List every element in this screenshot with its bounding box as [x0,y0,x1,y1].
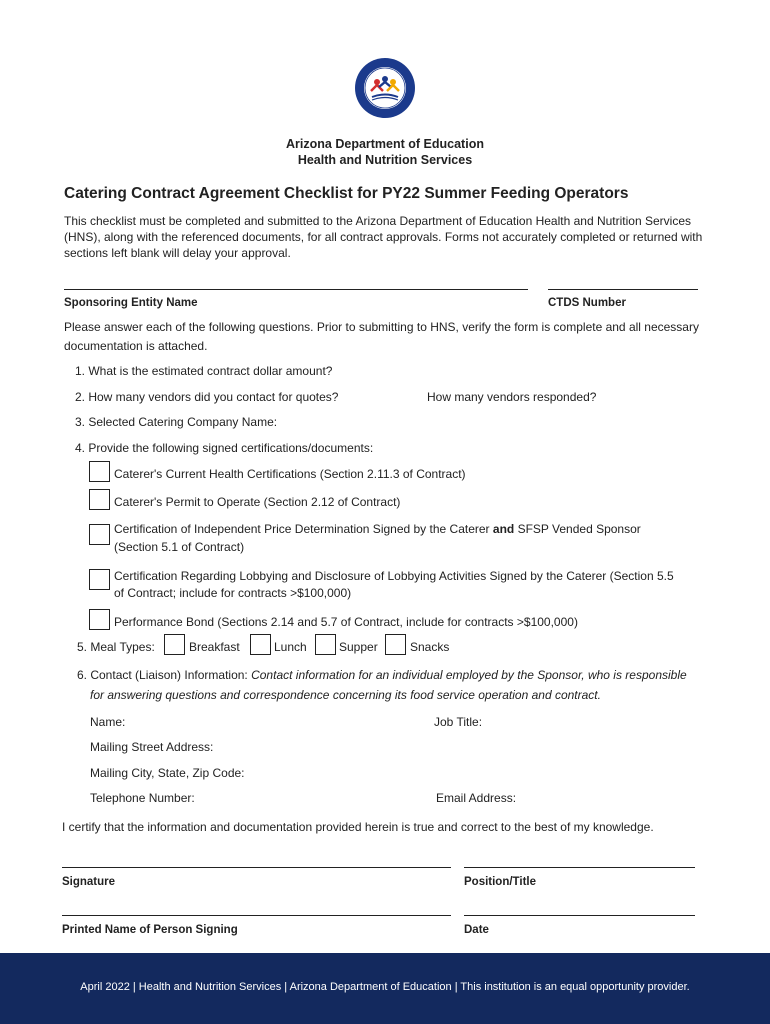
lobbying-cert-label: Certification Regarding Lobbying and Disclosure of Lobbying Activities Signed by the Caterer (Section 5.5 [114,569,674,583]
position-title-field[interactable] [464,867,695,868]
form-title: Catering Contract Agreement Checklist for PY22 Summer Feeding Operators [64,185,629,202]
agency-name: Arizona Department of Education [286,137,484,151]
performance-bond-label: Performance Bond (Sections 2.14 and 5.7 of Contract, include for contracts >$100,000) [114,615,578,629]
lobbying-cert-checkbox[interactable] [89,569,110,590]
email-label: Email Address: [436,791,517,805]
position-title-label: Position/Title [464,876,536,888]
instructions-paragraph: Please answer each of the following questions. Prior to submitting to HNS, verify the form is complete and all necessary documentation is attached. [64,320,699,353]
telephone-label: Telephone Number: [90,791,195,805]
ctds-number-field[interactable] [548,289,698,290]
snacks-label: Snacks [410,640,450,654]
signature-label: Signature [62,876,116,888]
date-label: Date [464,924,489,936]
contact-job-title-label: Job Title: [434,715,483,729]
sponsoring-entity-label: Sponsoring Entity Name [64,297,198,309]
date-field[interactable] [464,915,695,916]
mailing-city-label: Mailing City, State, Zip Code: [90,766,245,780]
permit-checkbox[interactable] [89,489,110,510]
intro-paragraph: This checklist must be completed and submitted to the Arizona Department of Education Health and Nutrition Services (HNS), along with the referenced documents, for all contract approvals. Forms not accurately completed or returned with sections left blank will delay your approval. [64,214,703,260]
signature-field[interactable] [62,867,451,868]
price-determination-label: Certification of Independent Price Determination Signed by the Caterer and SFSP Vended Sponsor [114,522,641,536]
question-1: 1. What is the estimated contract dollar amount? [75,364,333,378]
printed-name-field[interactable] [62,915,451,916]
contact-heading: 6. Contact (Liaison) Information: Contact information for an individual employed by the Sponsor, who is responsible [77,668,687,682]
question-2b: How many vendors responded? [427,390,597,404]
lunch-checkbox[interactable] [250,634,271,655]
footer-text: April 2022 | Health and Nutrition Services | Arizona Department of Education | This institution is an equal opportunity provider. [80,981,690,993]
question-3: 3. Selected Catering Company Name: [75,415,278,429]
meal-types-label: 5. Meal Types: [77,640,155,654]
division-name: Health and Nutrition Services [297,153,473,167]
supper-checkbox[interactable] [315,634,336,655]
health-cert-label: Caterer's Current Health Certifications (Section 2.11.3 of Contract) [114,467,466,481]
price-determination-label-line2: (Section 5.1 of Contract) [114,540,245,554]
mailing-street-label: Mailing Street Address: [90,740,214,754]
question-4: 4. Provide the following signed certifications/documents: [75,441,374,455]
snacks-checkbox[interactable] [385,634,406,655]
price-determination-checkbox[interactable] [89,524,110,545]
lunch-label: Lunch [274,640,307,654]
certification-statement: I certify that the information and documentation provided herein is true and correct to the best of my knowledge. [62,820,654,834]
ctds-number-label: CTDS Number [548,297,626,309]
question-2: 2. How many vendors did you contact for quotes? [75,390,339,404]
permit-label: Caterer's Permit to Operate (Section 2.12 of Contract) [114,495,401,509]
sponsoring-entity-field[interactable] [64,289,528,290]
performance-bond-checkbox[interactable] [89,609,110,630]
contact-name-label: Name: [90,715,126,729]
lobbying-cert-label-line2: of Contract; include for contracts >$100,000) [114,586,352,600]
printed-name-label: Printed Name of Person Signing [62,924,238,936]
breakfast-checkbox[interactable] [164,634,185,655]
contact-heading-line2: for answering questions and correspondence concerning its food service operation and contract. [90,688,601,702]
supper-label: Supper [339,640,378,654]
ade-logo [354,57,416,119]
health-cert-checkbox[interactable] [89,461,110,482]
breakfast-label: Breakfast [189,640,240,654]
